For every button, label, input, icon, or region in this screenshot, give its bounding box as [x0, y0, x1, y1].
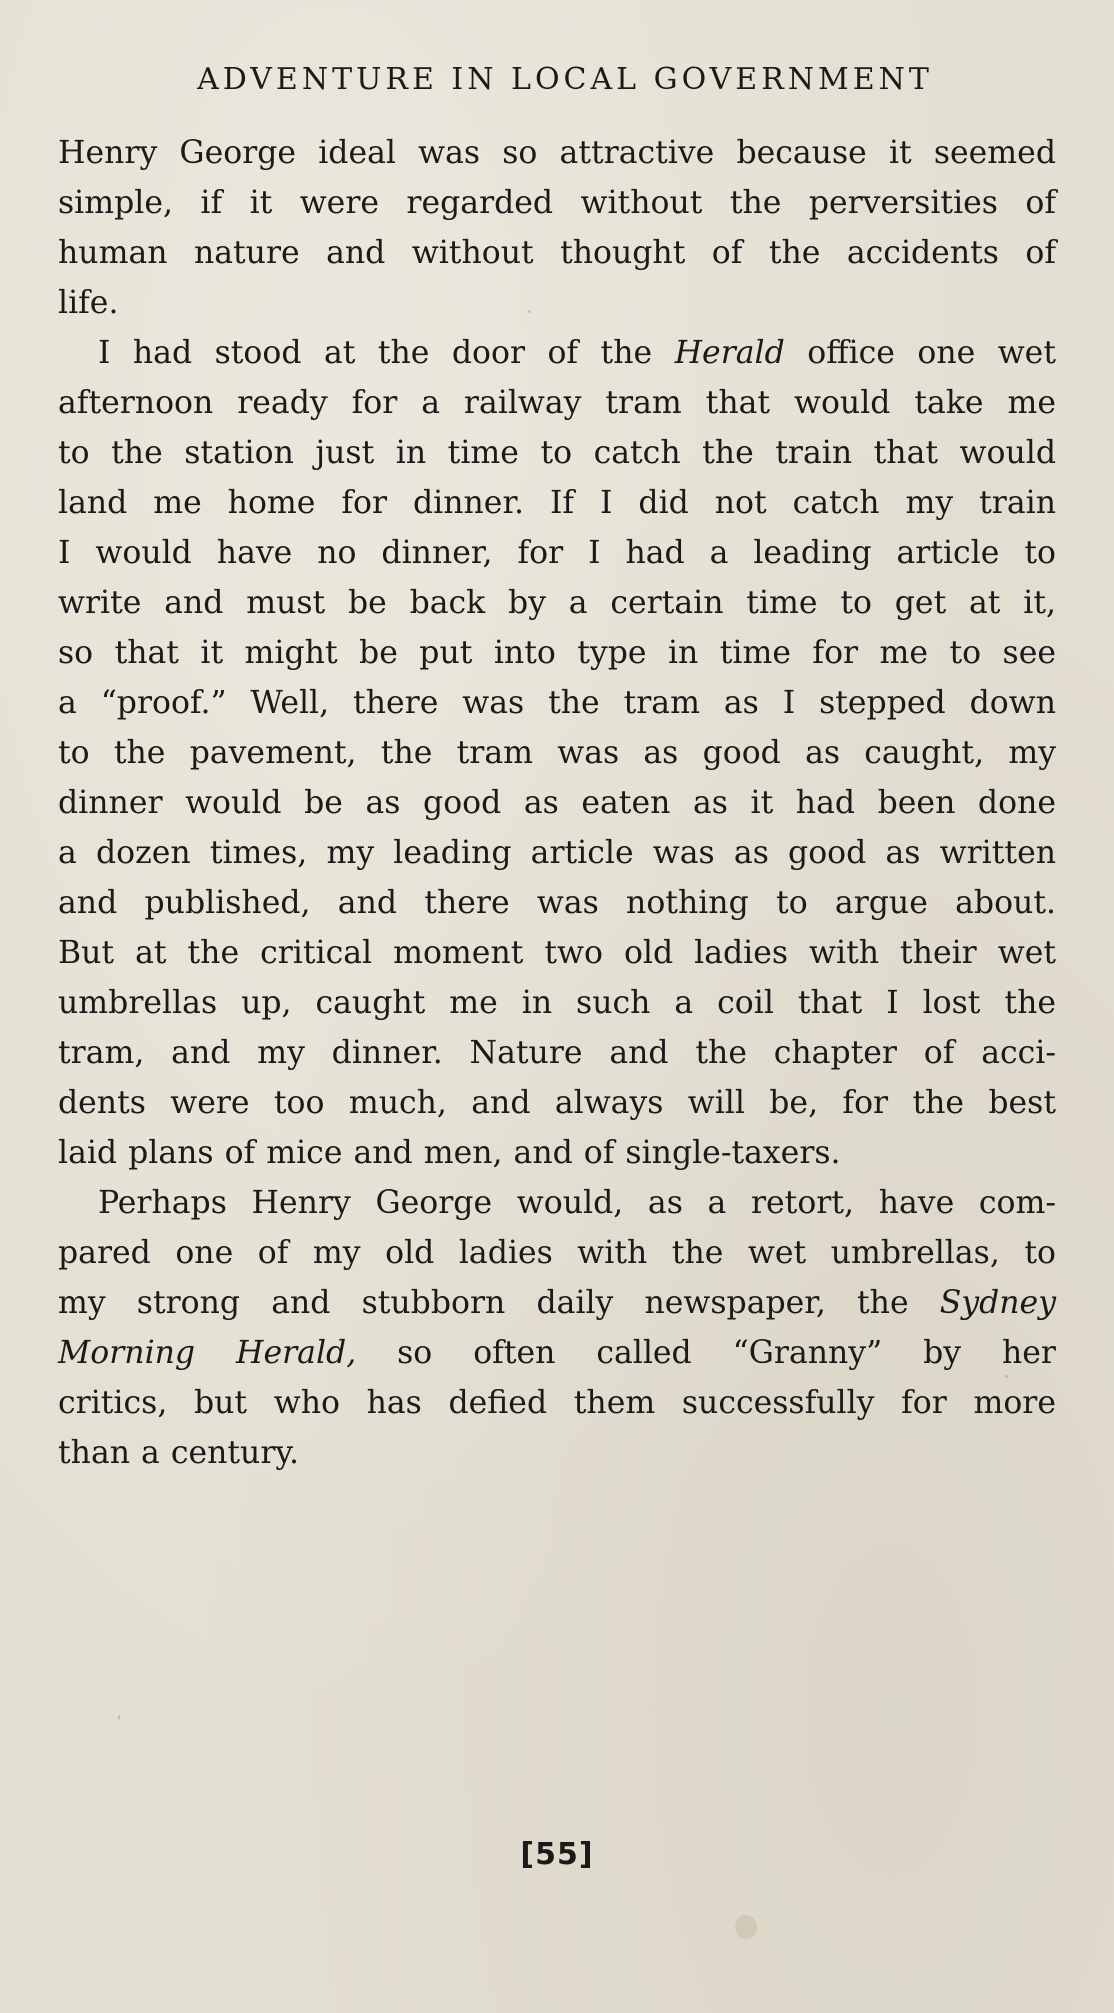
text-line: Henry George ideal was so attractive because it seemed: [58, 135, 1056, 171]
text-line: [58, 328, 1056, 378]
text-line: and published, and there was nothing to argue about.: [58, 885, 1056, 921]
paper-speck: [118, 1715, 120, 1720]
paragraph-3: [58, 1178, 1056, 1478]
italic-title: Sydney: [939, 1285, 1056, 1321]
text-line: land me home for dinner. If I did not catch my train: [58, 485, 1056, 521]
page-number: [55]: [520, 1837, 594, 1872]
text-line: than a century.: [58, 1435, 300, 1471]
text-run: my strong and stubborn daily newspaper, the: [58, 1285, 940, 1321]
text-line: a “proof.” Well, there was the tram as I stepped down: [58, 685, 1056, 721]
text-line: pared one of my old ladies with the wet umbrellas, to: [58, 1235, 1056, 1271]
text-line: dents were too much, and always will be, for the best: [58, 1085, 1056, 1121]
text-line: I would have no dinner, for I had a leading article to: [58, 535, 1056, 571]
text-line: afternoon ready for a railway tram that would take me: [58, 385, 1056, 421]
paragraph-2: [58, 328, 1056, 1178]
running-head: ADVENTURE IN LOCAL GOVERNMENT: [197, 62, 933, 97]
text-run: office one wet: [784, 335, 1056, 371]
text-line: But at the critical moment two old ladies with their wet: [58, 935, 1056, 971]
text-line: write and must be back by a certain time to get at it,: [58, 585, 1056, 621]
paper-speck: [735, 1915, 757, 1939]
text-run: so often called “Granny” by her: [356, 1335, 1056, 1371]
text-run: I had stood at the door of the: [98, 335, 675, 371]
italic-title: Herald: [674, 335, 785, 371]
text-line: [58, 1328, 1056, 1378]
text-line: human nature and without thought of the accidents of: [58, 235, 1056, 271]
body-text: [58, 128, 1056, 1478]
text-line: dinner would be as good as eaten as it had been done: [58, 785, 1056, 821]
text-line: a dozen times, my leading article was as good as written: [58, 835, 1056, 871]
text-line: so that it might be put into type in time for me to see: [58, 635, 1056, 671]
text-line: simple, if it were regarded without the perversities of: [58, 185, 1056, 221]
text-line: [58, 1278, 1056, 1328]
paper-speck: [1005, 1375, 1008, 1378]
text-line: critics, but who has defied them successfully for more: [58, 1385, 1056, 1421]
paper-speck: [528, 310, 531, 313]
italic-title: Morning Herald,: [58, 1335, 357, 1371]
text-line: life.: [58, 285, 119, 321]
paragraph-1: [58, 128, 1056, 328]
text-line: tram, and my dinner. Nature and the chapter of acci-: [58, 1035, 1056, 1071]
text-line: Perhaps Henry George would, as a retort, have com-: [98, 1185, 1056, 1221]
text-line: to the station just in time to catch the train that would: [58, 435, 1056, 471]
text-line: laid plans of mice and men, and of single-taxers.: [58, 1135, 841, 1171]
text-line: umbrellas up, caught me in such a coil that I lost the: [58, 985, 1056, 1021]
text-line: to the pavement, the tram was as good as caught, my: [58, 735, 1056, 771]
